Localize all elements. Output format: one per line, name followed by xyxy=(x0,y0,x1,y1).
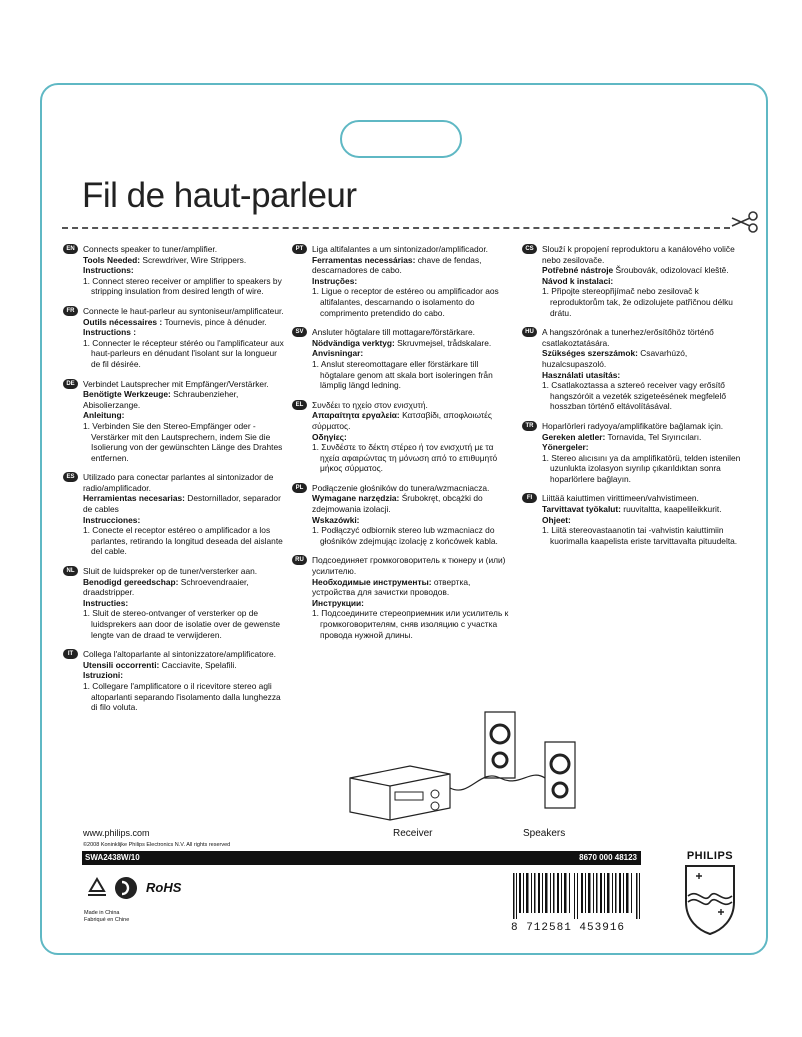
instructions-label: Anleitung: xyxy=(83,410,125,421)
instructions-label: Instructions : xyxy=(83,327,137,338)
tools-line xyxy=(542,504,744,515)
instructions-column-1 xyxy=(63,244,285,722)
model-number: SWA2438W/10 xyxy=(85,853,140,862)
scissors-icon xyxy=(728,210,760,234)
step-text: 1. Συνδέστε το δέκτη στέρεο ή τον ενισχυτή με τα ηχεία αφαιρώντας τη μόνωση από το επιθυμητό μήκος σύρματος. xyxy=(312,442,498,474)
page-title: Fil de haut-parleur xyxy=(82,176,357,215)
instruction-block-hu xyxy=(522,327,744,412)
philips-logo xyxy=(680,850,740,936)
green-dot-icon xyxy=(114,876,138,900)
language-badge: IT xyxy=(63,649,78,659)
recycle-icon xyxy=(84,877,110,901)
tools-text: Tornavida, Tel Sıyırıcıları. xyxy=(607,431,702,442)
instruction-block-es xyxy=(63,472,285,557)
tools-line xyxy=(542,265,744,276)
tools-label: Benötigte Werkzeuge: xyxy=(83,389,171,400)
language-badge: PL xyxy=(292,483,307,493)
intro-text: Sluit de luidspreker op de tuner/versterker aan. xyxy=(83,566,258,577)
intro-text: Verbindet Lautsprecher mit Empfänger/Verstärker. xyxy=(83,378,269,389)
tools-line xyxy=(312,577,514,598)
step-text: 1. Connect stereo receiver or amplifier to speakers by stripping insulation from desired length of wire. xyxy=(83,275,282,297)
hang-hole xyxy=(340,120,462,158)
tools-label: Utensili occorrenti: xyxy=(83,659,160,670)
tools-line xyxy=(83,577,285,598)
instruction-block-tr xyxy=(522,421,744,485)
made-in: Made in China xyxy=(84,910,120,916)
intro-text: Connecte le haut-parleur au syntoniseur/amplificateur. xyxy=(83,305,284,316)
barcode-bars xyxy=(511,873,646,919)
instruction-block-fr xyxy=(63,306,285,370)
fabrique: Fabriqué en Chine xyxy=(84,917,130,923)
intro-text: Hoparlörleri radyoya/amplifikatöre bağlamak için. xyxy=(542,420,724,431)
instructions-label: Yönergeler: xyxy=(542,442,589,453)
language-badge: NL xyxy=(63,566,78,576)
intro-text: Συνδέει το ηχείο στον ενισχυτή. xyxy=(312,399,428,410)
intro-text: Podłączenie głośników do tunera/wzmacniacza. xyxy=(312,482,490,493)
step-text: 1. Conecte el receptor estéreo o amplificador a los parlantes, retirando la longitud deseada del aislante del cable. xyxy=(83,525,283,557)
instructions-label: Ohjeet: xyxy=(542,514,571,525)
instructions-label: Οδηγίες: xyxy=(312,431,347,442)
instructions-column-3 xyxy=(522,244,744,555)
tools-label: Herramientas necesarias: xyxy=(83,493,185,504)
intro-text: Utilizado para conectar parlantes al sintonizador de radio/amplificador. xyxy=(83,472,274,493)
tools-line xyxy=(312,493,514,514)
intro-text: Liittää kaiuttimen virittimeen/vahvistimeen. xyxy=(542,493,699,504)
instructions-label: Instrucciones: xyxy=(83,514,141,525)
instruction-block-sv xyxy=(292,327,514,391)
tools-line xyxy=(542,348,744,369)
tools-text: отвертка, устройства для зачистки проводов. xyxy=(312,576,471,598)
instructions-label: Instructions: xyxy=(83,265,134,276)
tools-label: Potřebné nástroje xyxy=(542,265,614,276)
tools-label: Необходимые инструменты: xyxy=(312,576,432,587)
tools-label: Wymagane narzędzia: xyxy=(312,493,400,504)
language-badge: TR xyxy=(522,421,537,431)
tools-text: Tournevis, pince à dénuder. xyxy=(164,316,267,327)
receiver-label: Receiver xyxy=(393,828,433,839)
tools-label: Outils nécessaires : xyxy=(83,316,163,327)
cut-line xyxy=(62,227,730,229)
language-badge: ES xyxy=(63,472,78,482)
speakers-label: Speakers xyxy=(523,828,566,839)
website-link[interactable]: www.philips.com xyxy=(83,828,150,838)
language-badge: SV xyxy=(292,327,307,337)
instruction-block-de xyxy=(63,379,285,464)
tools-text: ruuvitaltta, kaapelileikkurit. xyxy=(623,504,722,515)
step-text: 1. Подсоедините стереоприемник или усилитель к громкоговорителям, сняв изоляцию с участка провода нужной длины. xyxy=(312,608,509,640)
tools-text: Screwdriver, Wire Strippers. xyxy=(142,254,247,265)
tools-label: Nödvändiga verktyg: xyxy=(312,337,395,348)
tools-line xyxy=(83,255,285,266)
tools-text: Šroubovák, odizolovací kleště. xyxy=(615,265,729,276)
tools-text: Cacciavite, Spelafili. xyxy=(161,659,237,670)
receiver-icon xyxy=(350,766,450,820)
instructions-label: Instruções: xyxy=(312,275,358,286)
tools-line xyxy=(312,410,514,431)
language-badge: FI xyxy=(522,493,537,503)
intro-text: Slouží k propojení reproduktoru a kanálového voliče nebo zesilovače. xyxy=(542,244,735,265)
copyright: ©2008 Koninklijke Philips Electronics N.V. All rights reserved xyxy=(83,842,231,848)
language-badge: HU xyxy=(522,327,537,337)
tools-text: Schroevendraaier, draadstripper. xyxy=(83,576,249,598)
instructions-label: Istruzioni: xyxy=(83,670,124,681)
tools-text: Destornillador, separador de cables xyxy=(83,493,281,515)
instruction-block-pt xyxy=(292,244,514,318)
tools-label: Szükséges szerszámok: xyxy=(542,348,638,359)
tools-text: Csavarhúzó, huzalcsupaszoló. xyxy=(542,348,688,369)
tools-line xyxy=(83,660,285,671)
speaker-icon xyxy=(545,742,575,808)
speaker-icon xyxy=(485,712,515,778)
barcode-number: 8 712581 453916 xyxy=(511,922,626,934)
instruction-block-el xyxy=(292,400,514,474)
tools-text: Śrubokręt, obcążki do zdejmowania izolacji. xyxy=(312,493,483,515)
instruction-block-ru xyxy=(292,555,514,640)
tools-line xyxy=(312,338,514,349)
step-text: 1. Collegare l'amplificatore o il ricevitore stereo agli altoparlanti separando l'isolamento dalla lunghezza di filo voluta. xyxy=(83,680,281,713)
step-text: 1. Liitä stereovastaanotin tai -vahvistin kaiuttimiin kuorimalla kaapelista eriste tarvittavalta pituudelta. xyxy=(542,525,738,546)
step-text: 1. Stereo alıcısını ya da amplifikatörü, telden istenilen uzunlukta izolasyon sıyrılıp çıkarıldıktan sonra hoparlörlere bağlayın. xyxy=(542,452,741,484)
instructions-label: Wskazówki: xyxy=(312,514,360,525)
instructions-label: Инструкции: xyxy=(312,597,364,608)
intro-text: Подсоединяет громкоговоритель к тюнеру и (или) усилителю. xyxy=(312,555,506,577)
rohs-logo: RoHS xyxy=(146,880,182,895)
step-text: 1. Verbinden Sie den Stereo-Empfänger oder -Verstärker mit den Lautsprechern, indem Sie die Isolierung von der gewünschten Länge des Drahtes entfernen. xyxy=(83,420,283,463)
step-text: 1. Ligue o receptor de estéreo ou amplificador aos altifalantes, descarnando o isolamento do comprimento pretendido do cabo. xyxy=(312,286,499,318)
language-badge: FR xyxy=(63,306,78,316)
step-text: 1. Připojte stereopřijímač nebo zesilovač k reproduktorům tak, že odizolujete patřičnou délku drátu. xyxy=(542,286,733,318)
intro-text: Collega l'altoparlante al sintonizzatore/amplificatore. xyxy=(83,649,276,660)
instruction-block-nl xyxy=(63,566,285,640)
intro-text: Liga altifalantes a um sintonizador/amplificador. xyxy=(312,244,488,254)
barcode xyxy=(511,873,646,933)
instructions-label: Használati utasítás: xyxy=(542,369,621,380)
step-text: 1. Anslut stereomottagare eller förstärkare till högtalare genom att skala bort isoleringen från lämplig längd ledning. xyxy=(312,358,493,391)
step-text: 1. Connecter le récepteur stéréo ou l'amplificateur aux haut-parleurs en dénudant l'isolant sur la longueur de fil désirée. xyxy=(83,337,284,369)
tools-label: Tarvittavat työkalut: xyxy=(542,504,621,515)
tools-line xyxy=(83,317,285,328)
tools-label: Benodigd gereedschap: xyxy=(83,576,179,587)
intro-text: Ansluter högtalare till mottagare/förstärkare. xyxy=(312,327,475,338)
tools-line xyxy=(312,255,514,276)
tools-text: chave de fendas, descarnadores de cabo. xyxy=(312,254,482,276)
tools-line xyxy=(542,432,744,443)
instructions-column-2 xyxy=(292,244,514,649)
tools-label: Tools Needed: xyxy=(83,254,141,265)
tools-label: Ferramentas necessárias: xyxy=(312,254,416,265)
tools-text: Skruvmejsel, trådskalare. xyxy=(397,337,492,348)
philips-shield-icon xyxy=(680,862,740,936)
instruction-block-cs xyxy=(522,244,744,318)
step-text: 1. Podłączyć odbiornik stereo lub wzmacniacz do głośników zdejmując izolację z końcówek kabla. xyxy=(312,525,498,546)
model-bar xyxy=(82,851,641,865)
instruction-block-en xyxy=(63,244,285,297)
step-text: 1. Csatlakoztassa a sztereó receiver vagy erősítő hangszóróit a vezeték szigeteésének megfelelő hosszban történő eltávolításával. xyxy=(542,380,726,412)
language-badge: EN xyxy=(63,244,78,254)
tools-line xyxy=(83,389,285,410)
instructions-label: Instructies: xyxy=(83,597,129,608)
intro-text: A hangszórónak a tunerhez/erősítőhöz történő csatlakoztatására. xyxy=(542,327,714,348)
tools-text: Κατσαβίδι, αποφλοιωτές σύρματος. xyxy=(312,410,492,431)
language-badge: CS xyxy=(522,244,537,254)
instruction-block-it xyxy=(63,649,285,713)
instructions-label: Návod k instalaci: xyxy=(542,275,614,286)
language-badge: DE xyxy=(63,379,78,389)
tools-text: Schraubenzieher, Abisolierzange. xyxy=(83,389,239,410)
receiver-speakers-illustration xyxy=(340,708,600,828)
instruction-block-fi xyxy=(522,493,744,546)
step-text: 1. Sluit de stereo-ontvanger of versterker op de luidsprekers aan door de isolatie over de gewenste lengte van de draad te verwijderen. xyxy=(83,608,281,640)
instructions-label: Anvisningar: xyxy=(312,348,364,359)
brand-wordmark: PHILIPS xyxy=(686,850,734,862)
instruction-block-pl xyxy=(292,483,514,547)
language-badge: EL xyxy=(292,400,307,410)
language-badge: PT xyxy=(292,244,307,254)
language-badge: RU xyxy=(292,555,307,565)
intro-text: Connects speaker to tuner/amplifier. xyxy=(83,244,218,254)
tools-line xyxy=(83,493,285,514)
tools-label: Gereken aletler: xyxy=(542,431,606,442)
product-code: 8670 000 48123 xyxy=(579,853,637,862)
tools-label: Απαραίτητα εργαλεία: xyxy=(312,410,400,421)
